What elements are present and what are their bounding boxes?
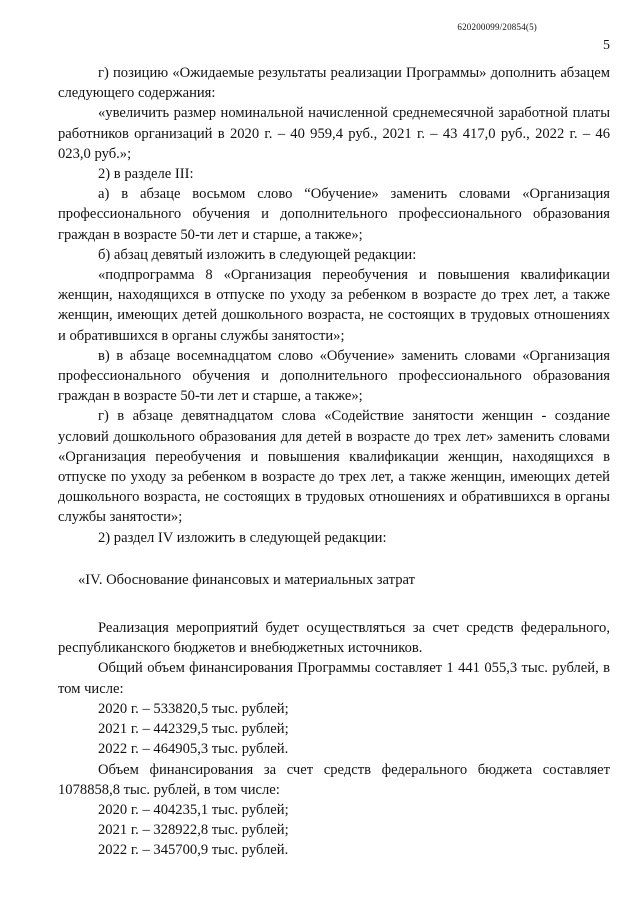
funding-total-year: 2021 г. – 442329,5 тыс. рублей;: [98, 721, 289, 738]
section-title: «IV. Обоснование финансовых и материальных затрат: [78, 571, 415, 588]
document-body: [58, 63, 610, 861]
paragraph-2: «увеличить размер номинальной начисленной среднемесячной заработной платы работников организаций в 2020 г. – 40 959,4 руб., 2021 г. – 43 417,0 руб., 2022 г. – 46 023,0 руб.»;: [58, 105, 610, 162]
paragraph-8: г) в абзаце девятнадцатом слова «Содействие занятости женщин - создание условий дошкольного образования для детей в возрасте до трех лет» заменить словами «Организация переобучения и повышения квалификации женщин, находящихся в отпуске по уходу за ребенком в возрасте до трех лет, а также женщин, имеющих детей дошкольного возраста, не состоящих в трудовых отношениях и обратившихся в органы службы занятости»;: [58, 408, 610, 526]
paragraph-7: в) в абзаце восемнадцатом слово «Обучение» заменить словами «Организация профессионального обучения и дополнительного профессионального образования граждан в возрасте 50-ти лет и старше, а также»;: [58, 347, 610, 405]
paragraph-5: б) абзац девятый изложить в следующей редакции:: [98, 246, 417, 263]
paragraph-3: 2) в разделе III:: [98, 166, 194, 183]
funding-intro: Реализация мероприятий будет осуществляться за счет средств федерального, республиканского бюджетов и внебюджетных источников.: [58, 620, 610, 657]
funding-federal-year: 2021 г. – 328922,8 тыс. рублей;: [98, 822, 289, 839]
funding-total-year: 2020 г. – 533820,5 тыс. рублей;: [98, 700, 289, 717]
paragraph-6: «подпрограмма 8 «Организация переобучения и повышения квалификации женщин, находящихся в отпуске по уходу за ребенком в возрасте до трех лет, а также женщин, имеющих детей дошкольного возраста, не состоящих в трудовых отношениях и обратившихся в органы службы занятости»;: [58, 267, 610, 344]
funding-total-year: 2022 г. – 464905,3 тыс. рублей.: [98, 741, 289, 758]
funding-federal-year: 2022 г. – 345700,9 тыс. рублей.: [98, 842, 289, 859]
page-number: 5: [603, 38, 610, 53]
paragraph-9: 2) раздел IV изложить в следующей редакции:: [98, 529, 387, 546]
funding-federal-year: 2020 г. – 404235,1 тыс. рублей;: [98, 801, 289, 818]
paragraph-4: а) в абзаце восьмом слово “Обучение» заменить словами «Организация профессионального обучения и дополнительного профессионального образования граждан в возрасте 50-ти лет и старше, а также»;: [58, 186, 610, 243]
paragraph-1: г) позицию «Ожидаемые результаты реализации Программы» дополнить абзацем следующего содержания:: [58, 65, 610, 102]
funding-total: Общий объем финансирования Программы составляет 1 441 055,3 тыс. рублей, в том числе:: [58, 660, 610, 697]
document-id: 620200099/20854(5): [457, 22, 537, 32]
funding-federal: Объем финансирования за счет средств федерального бюджета составляет 1078858,8 тыс. рублей, в том числе:: [58, 761, 610, 798]
